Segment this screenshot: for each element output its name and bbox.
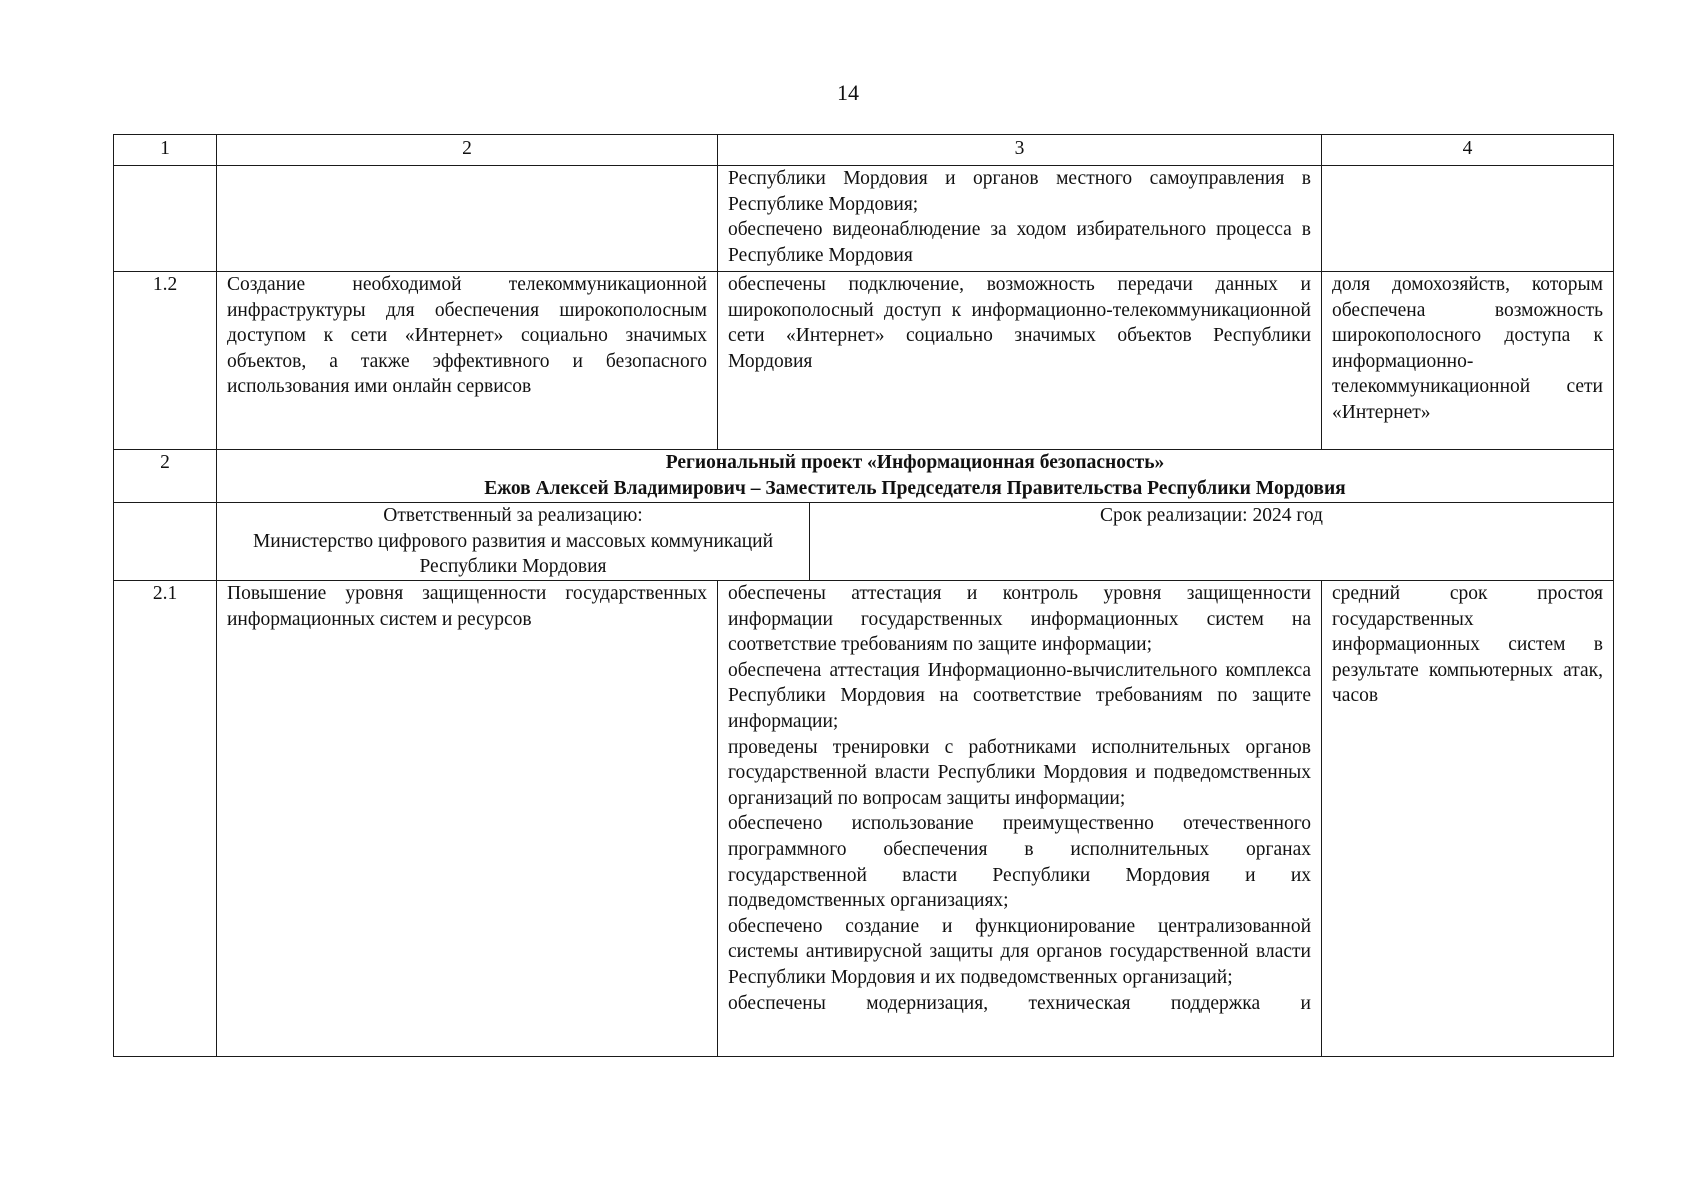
header-col-4: 4 [1322, 135, 1614, 166]
table-row-2-responsible [114, 503, 1614, 581]
row-number: 2.1 [114, 581, 217, 1057]
indicator-cell [1322, 272, 1614, 450]
header-col-3: 3 [718, 135, 1322, 166]
result-cell [718, 581, 1322, 1057]
term-cell [810, 503, 1614, 581]
responsible-cell [217, 503, 810, 581]
result-cell [718, 166, 1322, 272]
table-row-1-2 [114, 272, 1614, 450]
table-row-continuation [114, 166, 1614, 272]
project-curator: Ежов Алексей Владимирович – Заместитель Председателя Правительства Республики Мордовия [484, 477, 1346, 499]
indicator-cell [1322, 166, 1614, 272]
task-cell [217, 581, 718, 1057]
result-paragraph: обеспечены модернизация, техническая поддержка и [728, 992, 1311, 1014]
row-number: 2 [114, 450, 217, 503]
row-number-cell [114, 166, 217, 272]
result-paragraph: обеспечены аттестация и контроль уровня защищенности информации государственных информационных систем на соответствие требованиям по защите информации; [728, 583, 1311, 656]
row-number-cell [114, 503, 217, 581]
responsible-organization: Министерство цифрового развития и массовых коммуникаций Республики Мордовия [252, 530, 774, 578]
responsible-label: Ответственный за реализацию: [383, 505, 643, 526]
result-paragraph: Республики Мордовия и органов местного самоуправления в Республике Мордовия; [728, 168, 1311, 215]
row-number: 1.2 [114, 272, 217, 450]
header-col-2: 2 [217, 135, 718, 166]
result-paragraph: проведены тренировки с работниками исполнительных органов государственной власти Республики Мордовия и подведомственных организаций по вопросам защиты информации; [728, 736, 1311, 809]
result-paragraph: обеспечено создание и функционирование централизованной системы антивирусной защиты для органов государственной власти Республики Мордовия и их подведомственных организаций; [728, 915, 1311, 988]
implementation-term: Срок реализации: 2024 год [1100, 505, 1323, 526]
task-text: Повышение уровня защищенности государственных информационных систем и ресурсов [227, 583, 707, 630]
page-number: 14 [837, 80, 859, 105]
result-paragraph: обеспечена аттестация Информационно-вычислительного комплекса Республики Мордовия на соответствие требованиям по защите информации; [728, 659, 1311, 732]
plan-table [113, 134, 1614, 1057]
task-cell [217, 166, 718, 272]
result-paragraph: обеспечено использование преимущественно отечественного программного обеспечения в исполнительных органах государственной власти Республики Мордовия и их подведомственных организациях; [728, 813, 1311, 912]
table-row-2-project [114, 450, 1614, 503]
indicator-cell [1322, 581, 1614, 1057]
task-cell [217, 272, 718, 450]
result-text: обеспечены подключение, возможность передачи данных и широкополосный доступ к информационно-телекоммуникационной сети «Интернет» социально значимых объектов Республики Мордовия [728, 274, 1311, 372]
project-title-cell [217, 450, 1614, 503]
indicator-text: средний срок простоя государственных информационных систем в результате компьютерных атак, часов [1332, 583, 1603, 707]
project-title: Региональный проект «Информационная безопасность» [665, 452, 1165, 473]
table-row-2-1 [114, 581, 1614, 1057]
result-paragraph: обеспечено видеонаблюдение за ходом избирательного процесса в Республике Мордовия [728, 219, 1311, 266]
task-text: Создание необходимой телекоммуникационной инфраструктуры для обеспечения широкополосным доступом к сети «Интернет» социально значимых объектов, а также эффективного и безопасного использования ими онлайн сервисов [227, 274, 707, 398]
indicator-text: доля домохозяйств, которым обеспечена возможность широкополосного доступа к информационно-телекоммуникационной сети «Интернет» [1332, 274, 1603, 423]
table-header-row [114, 135, 1614, 166]
header-col-1: 1 [114, 135, 217, 166]
result-cell [718, 272, 1322, 450]
